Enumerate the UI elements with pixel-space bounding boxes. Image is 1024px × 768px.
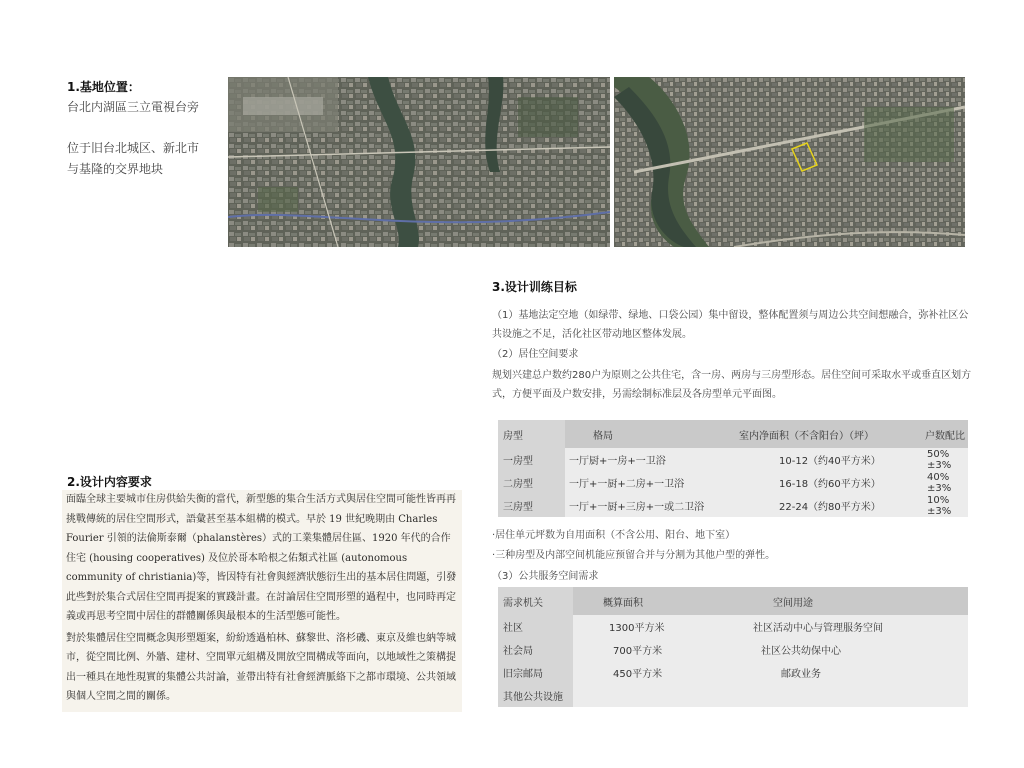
table-header-row [498, 420, 968, 448]
table-cell: 一厅+一厨+三房+一或二卫浴 [569, 502, 705, 513]
table-cell: 10%±3% [927, 494, 952, 517]
table-cell: 二房型 [498, 471, 565, 494]
site-location-line-1: 台北内湖區三立電視台旁 [67, 100, 200, 114]
table-cell: 50%±3% [927, 448, 952, 471]
goal-item-1: （1）基地法定空地（如绿带、绿地、口袋公园）集中留设，整体配置须与周边公共空间想融合，弥补社区公共设施之不足，活化社区带动地区整体发展。 [492, 310, 969, 340]
table-header-cell: 需求机关 [498, 587, 573, 615]
table-cell: 社区公共幼保中心 [761, 646, 841, 657]
table-cell: 10-12（约40平方米） [779, 456, 881, 467]
table-row [498, 471, 968, 494]
table-header-cell: 空间用途 [733, 587, 968, 615]
table-cell [573, 684, 733, 707]
goal-item-2-label: （2）居住空间要求 [492, 349, 579, 360]
table-cell: 社区 [498, 615, 573, 638]
table-header-cell: 格局 [565, 420, 713, 448]
table-header-cell: 室内净面积（不含阳台）（坪） [713, 420, 919, 448]
design-goals-title: 3.设计训练目标 [492, 280, 577, 294]
table-header-cell: 户数配比 [919, 420, 968, 448]
table-cell: 社会局 [498, 638, 573, 661]
table-cell: 一房型 [498, 448, 565, 471]
table-row [498, 494, 968, 517]
table-header-row [498, 587, 968, 615]
note-1: ·居住单元坪数为自用面积（不含公用、阳台、地下室） [492, 530, 736, 541]
table-cell: 40%±3% [927, 471, 952, 494]
table-cell: 450平方米 [613, 669, 663, 680]
table-cell: 其他公共设施 [498, 684, 573, 707]
goal-item-2-text: 规划兴建总户数约280户为原则之公共住宅，含一房、两房与三房型形态。居住空间可采取水平或垂直区划方式，方便平面及户数安排，另需绘制标准层及各房型单元平面图。 [492, 370, 972, 400]
table-header-cell: 房型 [498, 420, 565, 448]
scanned-text-block [62, 490, 462, 712]
site-location-line-2: 位于旧台北城区、新北市 [67, 141, 200, 155]
table-cell: 一厅厨+一房+一卫浴 [569, 456, 666, 467]
content-paragraph-1: 面臨全球主要城市住房供給失衡的當代，新型態的集合生活方式與居住空間可能性皆再再挑戰傳統的居住空間形式，語彙甚至基本組構的模式。早於 19 世紀晚期由 Charles Fourier 引領的法倫斯泰爾（phalanstères）式的工業集體居住區、1920 年代的合作住宅 (housing cooperatives) 及位於哥本哈根之佑類式社區 (autonomous community of christiania)等，皆因特有社會與經濟狀態衍生出的基本居住問題，引發此些對於集合式居住空間再提案的實踐計畫。在討論居住空間形塑的過程中，也同時再定義或再思考空間中居住的群體關係與最根本的生活型態可能性。 [66, 494, 457, 622]
note-2: ·三种房型及内部空间机能应预留合并与分割为其他户型的弹性。 [492, 550, 776, 561]
content-paragraph-2: 對於集體居住空間概念與形塑題案，紛紛透過柏林、蘇黎世、洛杉磯、東京及維也納等城市，從空間比例、外牆、建材、空間單元組構及開放空間構成等面向，以地域性之策構提出一種具在地性現實的集體公共討論，並帶出特有社會經濟脈絡下之都市環境、公共領域與個人空間之間的關係。 [66, 632, 456, 702]
table-row [498, 638, 968, 661]
table-cell [733, 684, 968, 707]
table-cell: 22-24（约80平方米） [779, 502, 881, 513]
goal-item-3-label: （3）公共服务空间需求 [492, 571, 599, 582]
satellite-map-wide[interactable] [228, 77, 610, 247]
site-location-line-3: 与基隆的交界地块 [67, 162, 164, 176]
table-cell: 700平方米 [613, 646, 663, 657]
table-header-cell: 概算面积 [573, 587, 733, 615]
table-cell: 1300平方米 [609, 623, 665, 634]
table-cell: 一厅+一厨+二房+一卫浴 [569, 479, 685, 490]
table-cell: 社区活动中心与管理服务空间 [753, 623, 883, 634]
table-cell: 16-18（约60平方米） [779, 479, 881, 490]
table-cell: 旧宗邮局 [498, 661, 573, 684]
service-table [498, 587, 968, 707]
satellite-map-close[interactable] [614, 77, 965, 247]
table-cell: 三房型 [498, 494, 565, 517]
table-row [498, 615, 968, 638]
housing-table [498, 420, 968, 517]
table-row [498, 448, 968, 471]
table-cell: 邮政业务 [781, 669, 821, 680]
table-row [498, 684, 968, 707]
design-content-title: 2.设计内容要求 [67, 475, 152, 489]
table-row [498, 661, 968, 684]
site-location-title: 1.基地位置： [67, 80, 140, 94]
